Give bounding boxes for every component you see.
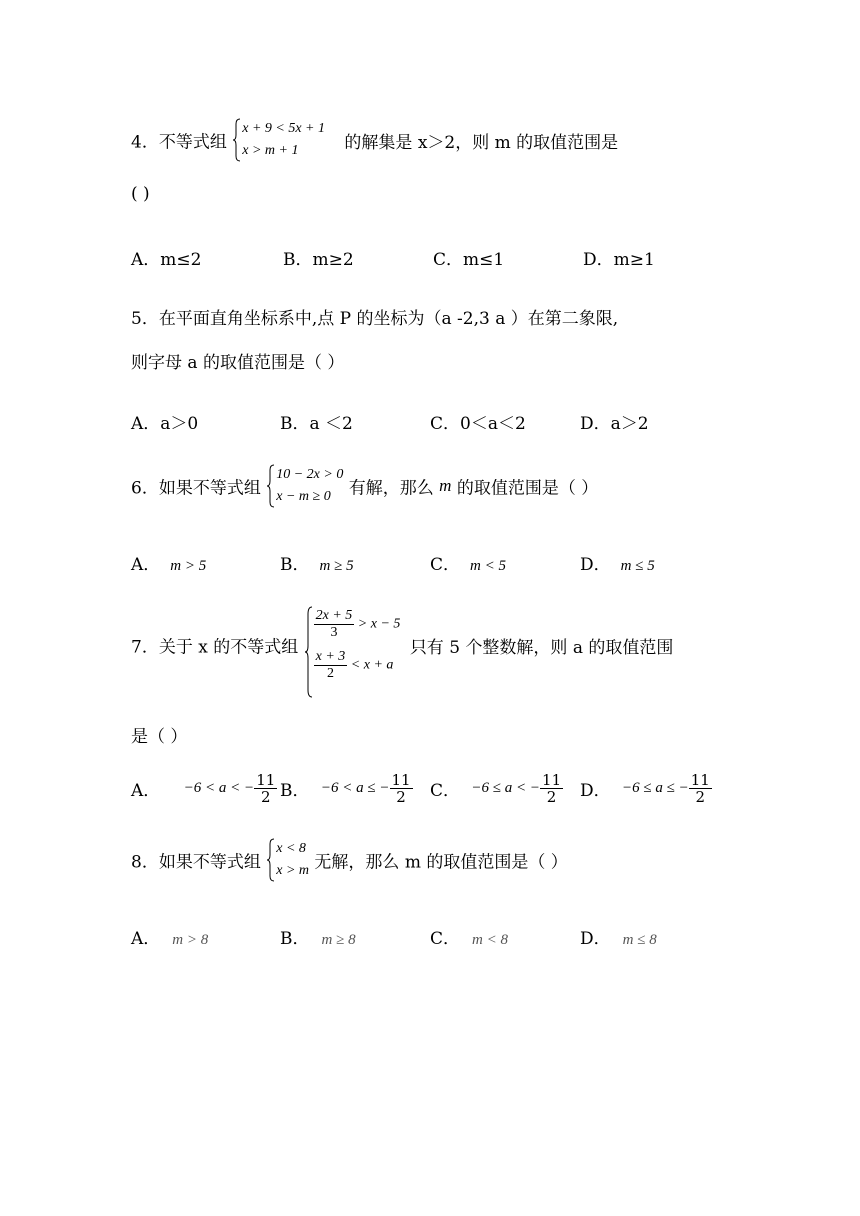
q4-row2: x > m + 1 — [242, 143, 299, 158]
q8-option-a — [131, 924, 208, 949]
q7-row1 — [314, 608, 401, 641]
q7-option-d-value: −6 ≤ a ≤ − — [622, 780, 689, 796]
q4-system — [232, 118, 325, 162]
fraction-denominator: 2 — [396, 788, 406, 806]
fraction-denominator: 2 — [546, 788, 557, 806]
q7-line2: 是（ ） — [131, 727, 188, 747]
option-label: A． — [131, 929, 161, 949]
q4-option-a: A．m≤2 — [131, 250, 202, 270]
option-label: C． — [430, 781, 461, 801]
q8-system — [266, 838, 309, 882]
option-label: B． — [280, 929, 310, 949]
brace-icon — [266, 464, 275, 508]
q8-option-c-value: m < 8 — [472, 932, 508, 948]
q6-row1: 10 − 2x > 0 — [276, 467, 344, 482]
q7-r1-rest: > x − 5 — [357, 616, 401, 632]
q7-option-a-fraction — [254, 772, 277, 805]
q8-option-d-value: m ≤ 8 — [622, 932, 657, 948]
option-label: B． — [280, 781, 310, 801]
q7-system — [304, 606, 401, 684]
q7-option-b-fraction — [390, 772, 413, 805]
q7-stem — [131, 606, 673, 684]
q8-option-b-value: m ≥ 8 — [321, 932, 356, 948]
brace-icon — [266, 838, 275, 882]
q4-stem — [131, 118, 618, 162]
q6-option-c-value: m < 5 — [470, 558, 506, 574]
q8-row2: x > m — [276, 863, 310, 878]
q7-option-c-value: −6 ≤ a < − — [471, 780, 541, 796]
q5-option-b: B．a ＜2 — [280, 414, 353, 434]
option-label: B． — [280, 555, 310, 575]
option-label: D． — [580, 555, 611, 575]
option-label: C． — [430, 929, 461, 949]
q7-row2-fraction — [314, 649, 348, 682]
q8-option-a-value: m > 8 — [172, 932, 209, 948]
q6-option-b-value: m ≥ 5 — [319, 558, 354, 574]
q6-option-a — [131, 550, 206, 575]
q6-stem — [131, 464, 598, 508]
q7-option-c-fraction — [540, 772, 563, 805]
q7-r2-rest: < x + a — [350, 657, 394, 673]
q4-option-d: D．m≥1 — [583, 250, 655, 270]
option-label: D． — [580, 929, 611, 949]
option-label: D． — [580, 781, 611, 801]
fraction-denominator: 2 — [260, 788, 271, 806]
fraction-numerator: 11 — [391, 771, 411, 789]
q7-r2-den: 2 — [326, 666, 334, 681]
option-label: A． — [131, 555, 161, 575]
q7-option-b-value: −6 < a ≤ − — [320, 780, 390, 796]
q4-answer-blank: ( ) — [131, 184, 150, 204]
q6-prefix: 6．如果不等式组 — [131, 478, 261, 499]
q6-suffix-a: 有解，那么 — [348, 478, 434, 499]
option-label: C． — [430, 555, 461, 575]
q7-row1-fraction — [314, 608, 355, 641]
q4-option-c: C．m≤1 — [433, 250, 505, 270]
q7-r2-num: x + 3 — [315, 649, 346, 664]
q4-row1: x + 9 < 5x + 1 — [242, 121, 326, 136]
q5-line1: 5．在平面直角坐标系中,点 P 的坐标为（a -2,3 a ）在第二象限, — [131, 309, 619, 329]
q5-line2: 则字母 a 的取值范围是（ ） — [131, 353, 345, 373]
q4-suffix: 的解集是 x＞2，则 m 的取值范围是 — [344, 132, 619, 153]
q7-option-d — [580, 772, 712, 805]
q5-option-c: C．0＜a＜2 — [430, 414, 526, 434]
fraction-denominator: 2 — [695, 788, 706, 806]
fraction-numerator: 11 — [256, 771, 276, 789]
brace-icon — [304, 606, 313, 698]
q7-r1-num: 2x + 5 — [315, 608, 353, 623]
option-label: A． — [131, 781, 161, 801]
q6-suffix-b: 的取值范围是（ ） — [456, 478, 599, 499]
q6-row2: x − m ≥ 0 — [276, 489, 331, 504]
q6-option-d-value: m ≤ 5 — [620, 558, 655, 574]
q5-option-d: D．a＞2 — [580, 414, 649, 434]
q4-prefix: 4．不等式组 — [131, 132, 227, 153]
q7-option-c — [430, 772, 563, 805]
q7-prefix: 7．关于 x 的不等式组 — [131, 637, 299, 658]
q5-option-a: A．a＞0 — [131, 414, 199, 434]
brace-icon — [232, 118, 241, 162]
q7-option-a — [131, 772, 277, 805]
q8-option-d — [580, 924, 657, 949]
q4-option-b: B．m≥2 — [283, 250, 354, 270]
q6-var: m — [439, 476, 452, 495]
q7-r1-den: 3 — [330, 625, 338, 640]
q8-prefix: 8．如果不等式组 — [131, 852, 261, 873]
q7-option-a-value: −6 < a < − — [183, 780, 255, 796]
q7-row2 — [314, 649, 401, 682]
q6-system — [266, 464, 343, 508]
q6-option-a-value: m > 5 — [170, 558, 207, 574]
q8-option-c — [430, 924, 508, 949]
q6-option-d — [580, 550, 655, 575]
q7-option-b — [280, 772, 413, 805]
q8-stem — [131, 838, 568, 882]
fraction-numerator: 11 — [690, 771, 710, 789]
q6-option-b — [280, 550, 354, 575]
fraction-numerator: 11 — [542, 771, 562, 789]
q7-option-d-fraction — [689, 772, 712, 805]
q8-row1: x < 8 — [276, 841, 306, 856]
q6-option-c — [430, 550, 506, 575]
q7-suffix: 只有 5 个整数解，则 a 的取值范围 — [409, 637, 674, 658]
q8-option-b — [280, 924, 356, 949]
q8-suffix: 无解，那么 m 的取值范围是（ ） — [314, 852, 568, 873]
